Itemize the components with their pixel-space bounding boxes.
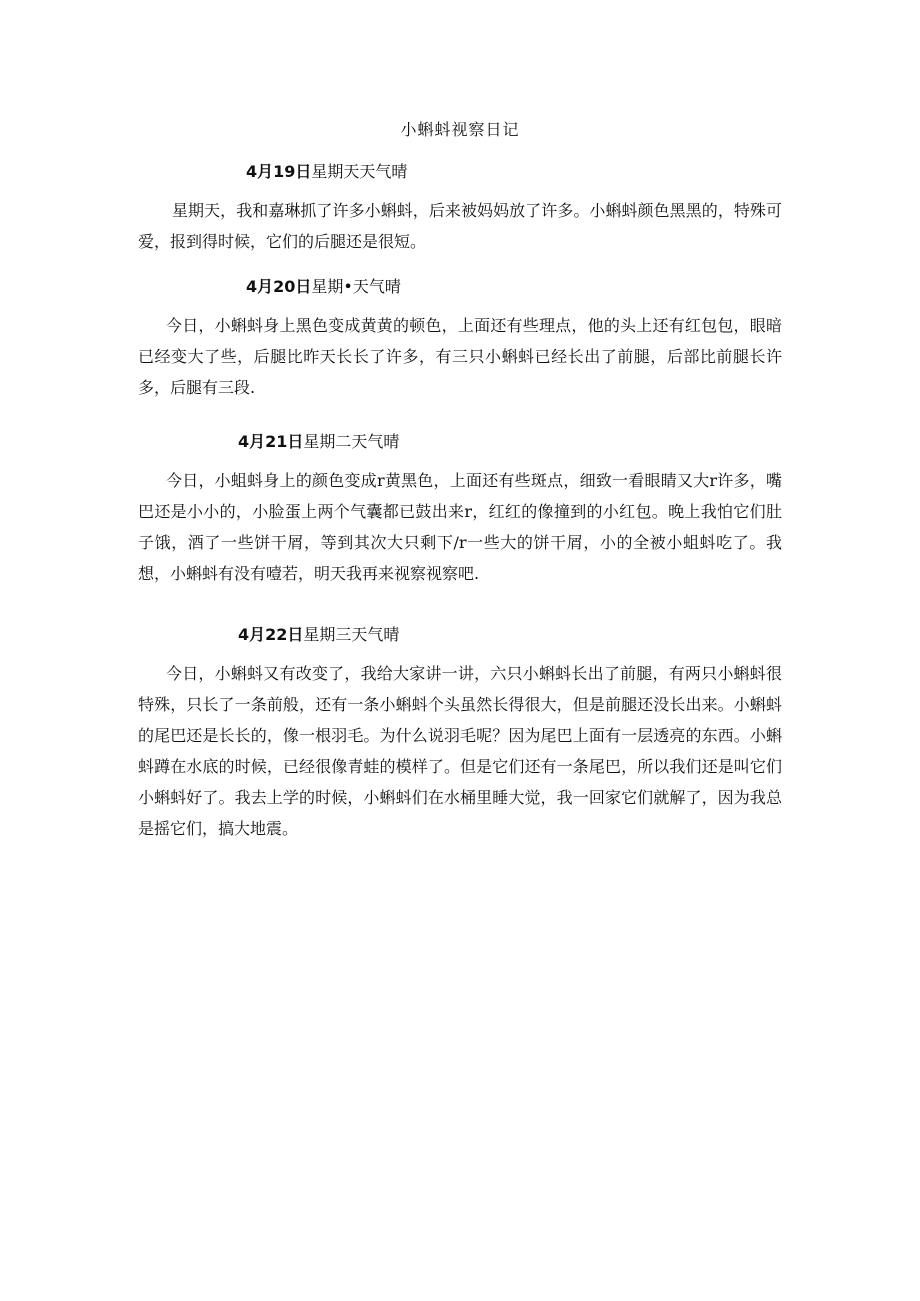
entry-date-weekday-weather: 星期三天气晴 [303,625,400,644]
entry-text: 星期天，我和嘉琳抓了许多小蝌蚪，后来被妈妈放了许多。小蝌蚪颜色黑黑的，特殊可爱，报到得时候，它们的后腿还是很短。 [138,201,782,251]
entry-date [238,623,399,647]
entry-date-number: 4月20日 [246,277,312,296]
entry-date-weekday-weather: 星期二天气晴 [303,432,400,451]
entry-text: 今日，小蛆蚪身上的颜色变成r黄黑色，上面还有些斑点，细致一看眼睛又大r许多，嘴巴还是小小的，小脸蛋上两个气囊都已鼓出来r，红红的像撞到的小红包。晚上我怕它们肚子饿，酒了一些饼干屑，等到其次大只剩下/r一些大的饼干屑，小的全被小蛆蚪吃了。我想，小蝌蚪有没有噎若，明天我再来视察视察吧. [138,471,782,583]
entry-date-weekday-weather: 星期天天气晴 [311,162,408,181]
entry-date-number: 4月21日 [238,432,304,451]
entry-date [238,430,399,454]
entry-date [246,275,401,299]
page-title: 小蝌蚪视察日记 [400,120,520,139]
entry-text: 今日，小蝌蚪又有改变了，我给大家讲一讲，六只小蝌蚪长出了前腿，有两只小蝌蚪很特殊，只长了一条前般，还有一条小蝌蚪个头虽然长得很大，但是前腿还没长出来。小蝌蚪的尾巴还是长长的，像一根羽毛。为什么说羽毛呢？因为尾巴上面有一层透亮的东西。小蝌蚪蹲在水底的时候，已经很像青蛙的模样了。但是它们还有一条尾巴，所以我们还是叫它们小蝌蚪好了。我去上学的时候，小蝌蚪们在水桶里睡大觉，我一回家它们就解了，因为我总是摇它们，搞大地震。 [138,664,782,838]
entry-date-number: 4月22日 [238,625,304,644]
entry-date-weekday-weather: 星期•天气晴 [311,277,401,296]
entry-text: 今日，小蝌蚪身上黑色变成黄黄的顿色，上面还有些理点，他的头上还有红包包，眼暗已经变大了些，后腿比昨天长长了许多，有三只小蝌蚪已经长出了前腿，后部比前腿长许多，后腿有三段. [138,316,782,397]
entry-date-number: 4月19日 [246,162,312,181]
entry-date [246,160,407,184]
